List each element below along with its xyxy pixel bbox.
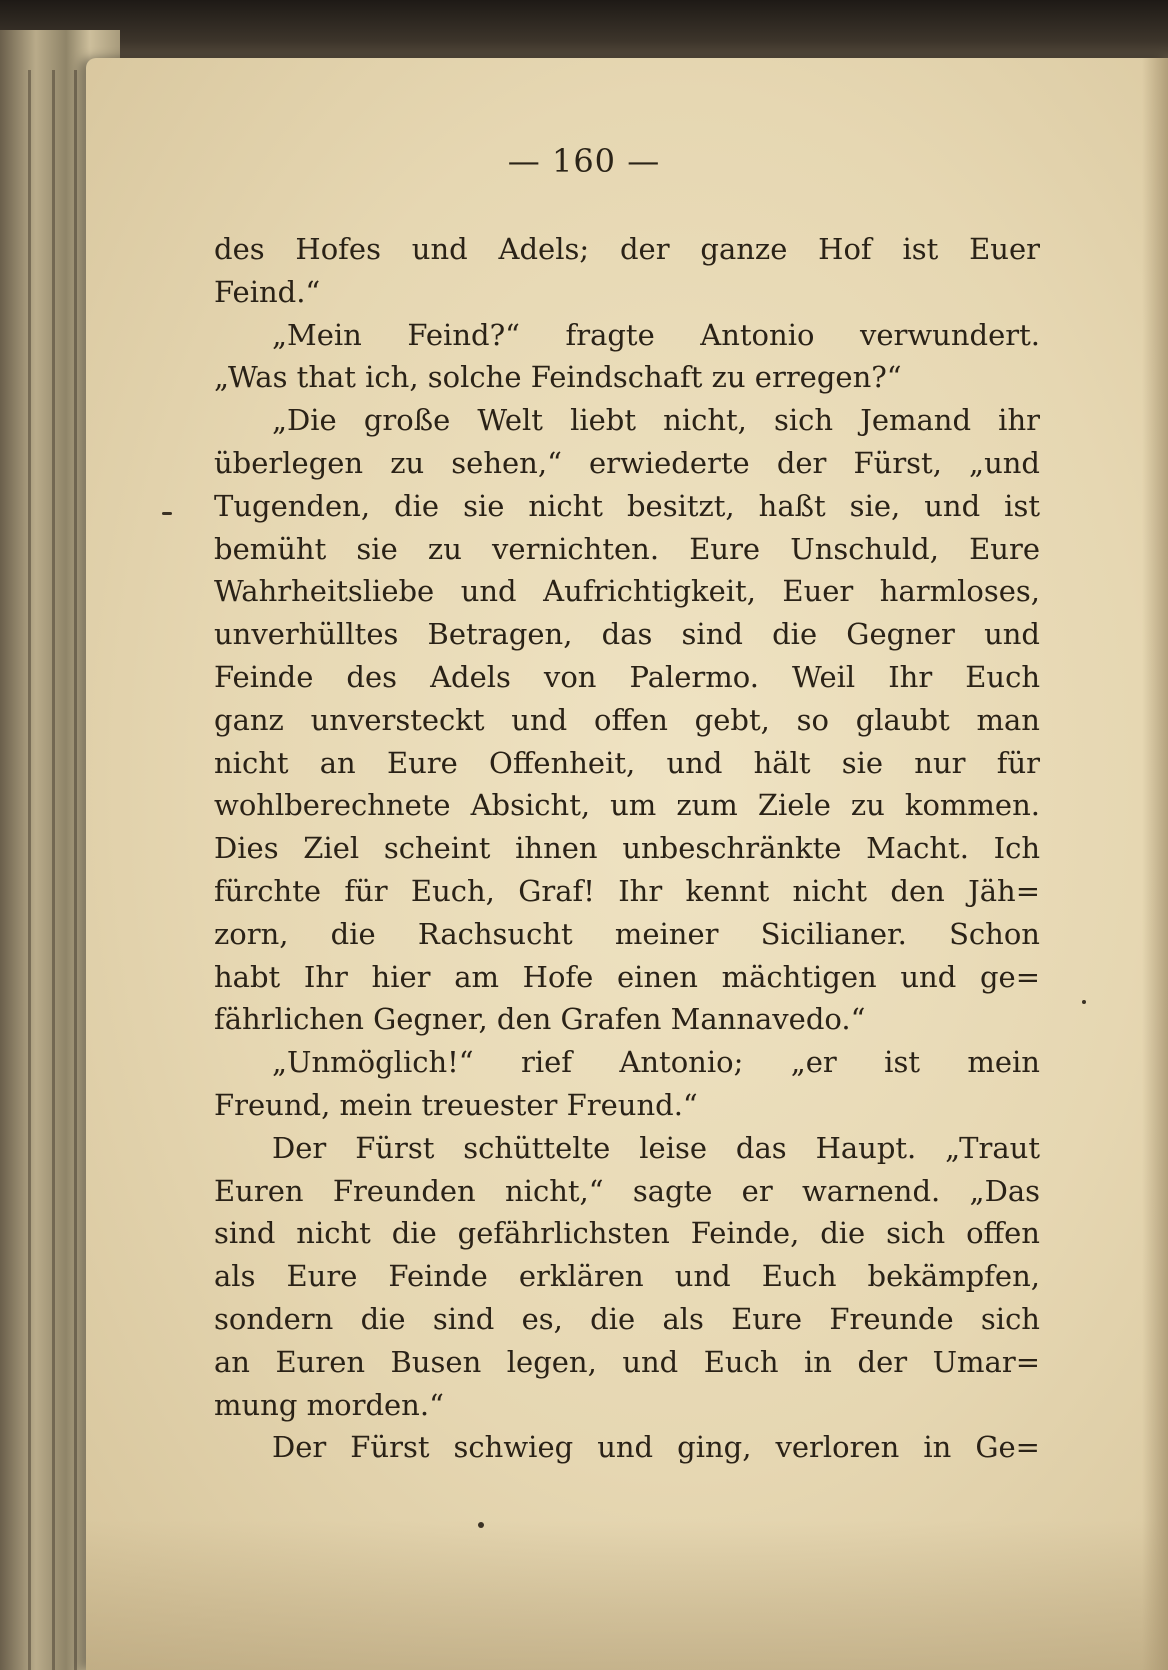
text-line: sind nicht die gefährlichsten Feinde, die sich offen bbox=[214, 1216, 1040, 1251]
text-line: „Mein Feind?“ fragte Antonio verwundert. bbox=[272, 317, 1040, 352]
text-line: Feind.“ bbox=[214, 274, 321, 309]
page-right-shadow bbox=[1142, 58, 1168, 1670]
text-line: Der Fürst schüttelte leise das Haupt. „Traut bbox=[272, 1130, 1040, 1165]
text-line: ganz unversteckt und offen gebt, so glaubt man bbox=[214, 702, 1040, 737]
text-line: fürchte für Euch, Graf! Ihr kennt nicht den Jäh= bbox=[214, 873, 1040, 908]
text-line: Dies Ziel scheint ihnen unbeschränkte Macht. Ich bbox=[214, 831, 1040, 866]
page-bottom-stain bbox=[86, 1520, 1168, 1670]
text-line: Euren Freunden nicht,“ sagte er warnend. „Das bbox=[214, 1173, 1040, 1208]
text-line: Wahrheitsliebe und Aufrichtigkeit, Euer harmloses, bbox=[214, 574, 1040, 609]
text-line: nicht an Eure Offenheit, und hält sie nur für bbox=[214, 745, 1040, 780]
text-line: Tugenden, die sie nicht besitzt, haßt sie, und ist bbox=[214, 488, 1040, 523]
text-line: unverhülltes Betragen, das sind die Gegner und bbox=[214, 617, 1040, 652]
text-line: sondern die sind es, die als Eure Freunde sich bbox=[214, 1301, 1040, 1336]
page-edge-line bbox=[52, 70, 55, 1670]
text-line: Feinde des Adels von Palermo. Weil Ihr Euch bbox=[214, 659, 1040, 694]
text-line: zorn, die Rachsucht meiner Sicilianer. Schon bbox=[214, 916, 1040, 951]
ink-speck bbox=[1082, 1000, 1086, 1004]
text-line: mung morden.“ bbox=[214, 1387, 444, 1422]
page-edge-line bbox=[28, 70, 31, 1670]
text-line: habt Ihr hier am Hofe einen mächtigen und ge= bbox=[214, 959, 1040, 994]
text-line: als Eure Feinde erklären und Euch bekämpfen, bbox=[214, 1259, 1040, 1294]
text-line: bemüht sie zu vernichten. Eure Unschuld, Eure bbox=[214, 531, 1040, 566]
page-edge-line bbox=[74, 70, 77, 1670]
text-line: „Was that ich, solche Feindschaft zu erregen?“ bbox=[214, 360, 902, 395]
text-line: Freund, mein treuester Freund.“ bbox=[214, 1087, 698, 1122]
ink-speck bbox=[478, 1522, 484, 1528]
text-line: „Unmöglich!“ rief Antonio; „er ist mein bbox=[272, 1045, 1040, 1080]
text-line: fährlichen Gegner, den Grafen Mannavedo.“ bbox=[214, 1002, 866, 1037]
text-line: des Hofes und Adels; der ganze Hof ist Euer bbox=[214, 232, 1040, 266]
text-line: überlegen zu sehen,“ erwiederte der Fürst, „und bbox=[214, 445, 1040, 480]
text-line: wohlberechnete Absicht, um zum Ziele zu kommen. bbox=[214, 788, 1040, 823]
ink-speck bbox=[162, 512, 172, 515]
page-number: — 160 — bbox=[507, 142, 661, 180]
text-line: an Euren Busen legen, und Euch in der Umar= bbox=[214, 1344, 1040, 1379]
text-line: Der Fürst schwieg und ging, verloren in Ge= bbox=[272, 1430, 1040, 1465]
body-text bbox=[214, 228, 1040, 1469]
text-line: „Die große Welt liebt nicht, sich Jemand ihr bbox=[272, 403, 1040, 438]
